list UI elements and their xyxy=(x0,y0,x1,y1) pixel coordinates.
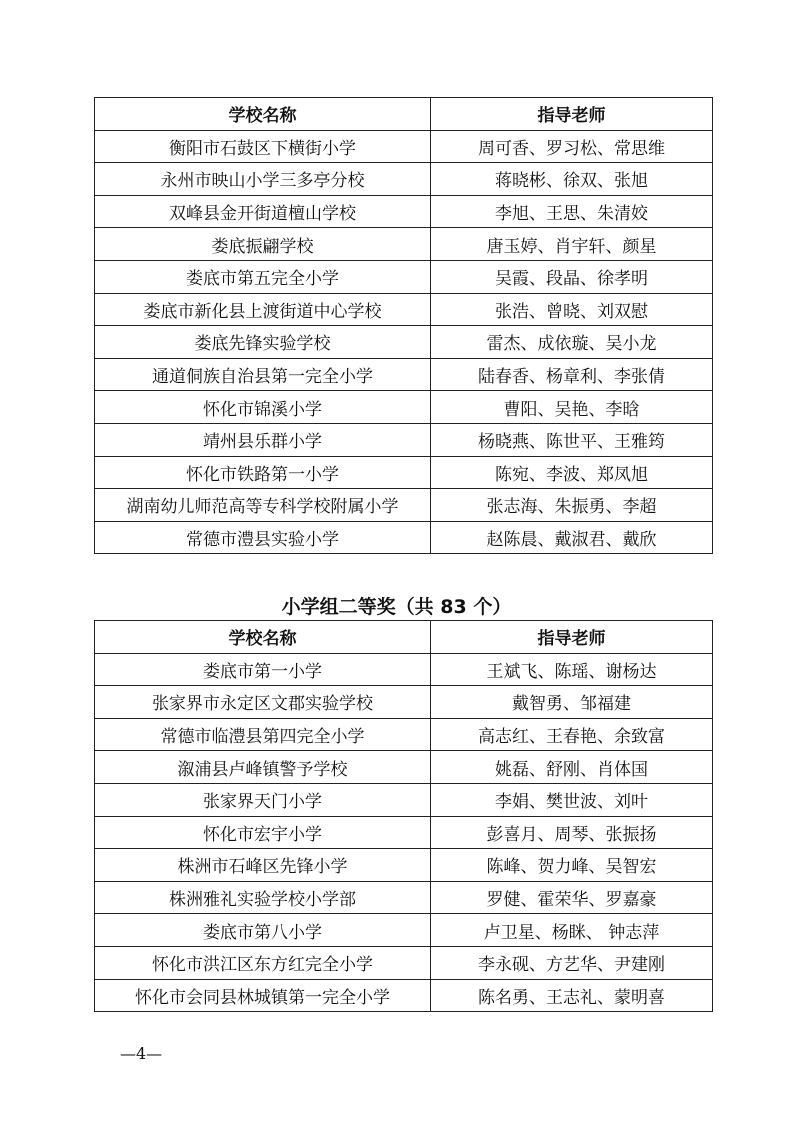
table-row xyxy=(95,293,713,326)
table-row xyxy=(95,489,713,522)
table-row xyxy=(95,783,713,816)
advisor-cell: 戴智勇、邹福建 xyxy=(431,686,713,719)
advisor-cell: 罗健、霍荣华、罗嘉豪 xyxy=(431,881,713,914)
award-table-1 xyxy=(94,97,713,554)
school-name-cell: 株洲雅礼实验学校小学部 xyxy=(95,881,431,914)
school-name-cell: 常德市澧县实验小学 xyxy=(95,521,431,554)
table-header-row xyxy=(95,98,713,131)
advisor-cell: 陈峰、贺力峰、吴智宏 xyxy=(431,849,713,882)
school-name-cell: 娄底先锋实验学校 xyxy=(95,326,431,359)
advisor-cell: 李娟、樊世波、刘叶 xyxy=(431,783,713,816)
table-row xyxy=(95,260,713,293)
advisor-cell: 姚磊、舒刚、肖体国 xyxy=(431,751,713,784)
advisor-cell: 曹阳、吴艳、李晗 xyxy=(431,391,713,424)
advisor-cell: 张浩、曾晓、刘双慰 xyxy=(431,293,713,326)
table-row xyxy=(95,849,713,882)
school-name-cell: 娄底市第一小学 xyxy=(95,653,431,686)
table-row xyxy=(95,423,713,456)
header-advisor: 指导老师 xyxy=(431,621,713,654)
school-name-cell: 衡阳市石鼓区下横街小学 xyxy=(95,130,431,163)
table-row xyxy=(95,521,713,554)
advisor-cell: 卢卫星、杨眯、 钟志萍 xyxy=(431,914,713,947)
table-row xyxy=(95,751,713,784)
table-row xyxy=(95,228,713,261)
advisor-cell: 蒋晓彬、徐双、张旭 xyxy=(431,163,713,196)
school-name-cell: 张家界市永定区文郡实验学校 xyxy=(95,686,431,719)
school-name-cell: 怀化市铁路第一小学 xyxy=(95,456,431,489)
table-row xyxy=(95,881,713,914)
table-row xyxy=(95,358,713,391)
school-name-cell: 靖州县乐群小学 xyxy=(95,423,431,456)
advisor-cell: 李永砚、方艺华、尹建刚 xyxy=(431,946,713,979)
advisor-cell: 李旭、王思、朱清姣 xyxy=(431,195,713,228)
school-name-cell: 张家界天门小学 xyxy=(95,783,431,816)
header-school-name: 学校名称 xyxy=(95,98,431,131)
table-row xyxy=(95,130,713,163)
school-name-cell: 娄底市第五完全小学 xyxy=(95,260,431,293)
school-name-cell: 常德市临澧县第四完全小学 xyxy=(95,718,431,751)
school-name-cell: 株洲市石峰区先锋小学 xyxy=(95,849,431,882)
advisor-cell: 杨晓燕、陈世平、王雅筠 xyxy=(431,423,713,456)
advisor-cell: 陈名勇、王志礼、蒙明喜 xyxy=(431,979,713,1012)
table-row xyxy=(95,391,713,424)
header-school-name: 学校名称 xyxy=(95,621,431,654)
table-row xyxy=(95,718,713,751)
advisor-cell: 陈宛、李波、郑凤旭 xyxy=(431,456,713,489)
school-name-cell: 双峰县金开街道檀山学校 xyxy=(95,195,431,228)
table-row xyxy=(95,979,713,1012)
school-name-cell: 溆浦县卢峰镇警予学校 xyxy=(95,751,431,784)
advisor-cell: 雷杰、成依璇、吴小龙 xyxy=(431,326,713,359)
school-name-cell: 怀化市锦溪小学 xyxy=(95,391,431,424)
advisor-cell: 吴霞、段晶、徐孝明 xyxy=(431,260,713,293)
table-row xyxy=(95,946,713,979)
table-row xyxy=(95,816,713,849)
school-name-cell: 怀化市宏宇小学 xyxy=(95,816,431,849)
section-title: 小学组二等奖（共 83 个） xyxy=(281,596,512,618)
table-header-row xyxy=(95,621,713,654)
table-row xyxy=(95,326,713,359)
award-table-2 xyxy=(94,620,713,1012)
advisor-cell: 张志海、朱振勇、李超 xyxy=(431,489,713,522)
page-number: —4— xyxy=(120,1044,163,1063)
school-name-cell: 怀化市洪江区东方红完全小学 xyxy=(95,946,431,979)
school-name-cell: 永州市映山小学三多亭分校 xyxy=(95,163,431,196)
advisor-cell: 周可香、罗习松、常思维 xyxy=(431,130,713,163)
advisor-cell: 王斌飞、陈瑶、谢杨达 xyxy=(431,653,713,686)
school-name-cell: 通道侗族自治县第一完全小学 xyxy=(95,358,431,391)
table-row xyxy=(95,195,713,228)
advisor-cell: 彭喜月、周琴、张振扬 xyxy=(431,816,713,849)
table-row xyxy=(95,914,713,947)
advisor-cell: 陆春香、杨章利、李张倩 xyxy=(431,358,713,391)
header-advisor: 指导老师 xyxy=(431,98,713,131)
table-row xyxy=(95,456,713,489)
table-row xyxy=(95,686,713,719)
advisor-cell: 赵陈晨、戴淑君、戴欣 xyxy=(431,521,713,554)
table-row xyxy=(95,163,713,196)
school-name-cell: 怀化市会同县林城镇第一完全小学 xyxy=(95,979,431,1012)
school-name-cell: 娄底振翩学校 xyxy=(95,228,431,261)
school-name-cell: 娄底市新化县上渡街道中心学校 xyxy=(95,293,431,326)
school-name-cell: 湖南幼儿师范高等专科学校附属小学 xyxy=(95,489,431,522)
table-row xyxy=(95,653,713,686)
advisor-cell: 唐玉婷、肖宇轩、颜星 xyxy=(431,228,713,261)
advisor-cell: 高志红、王春艳、余致富 xyxy=(431,718,713,751)
school-name-cell: 娄底市第八小学 xyxy=(95,914,431,947)
